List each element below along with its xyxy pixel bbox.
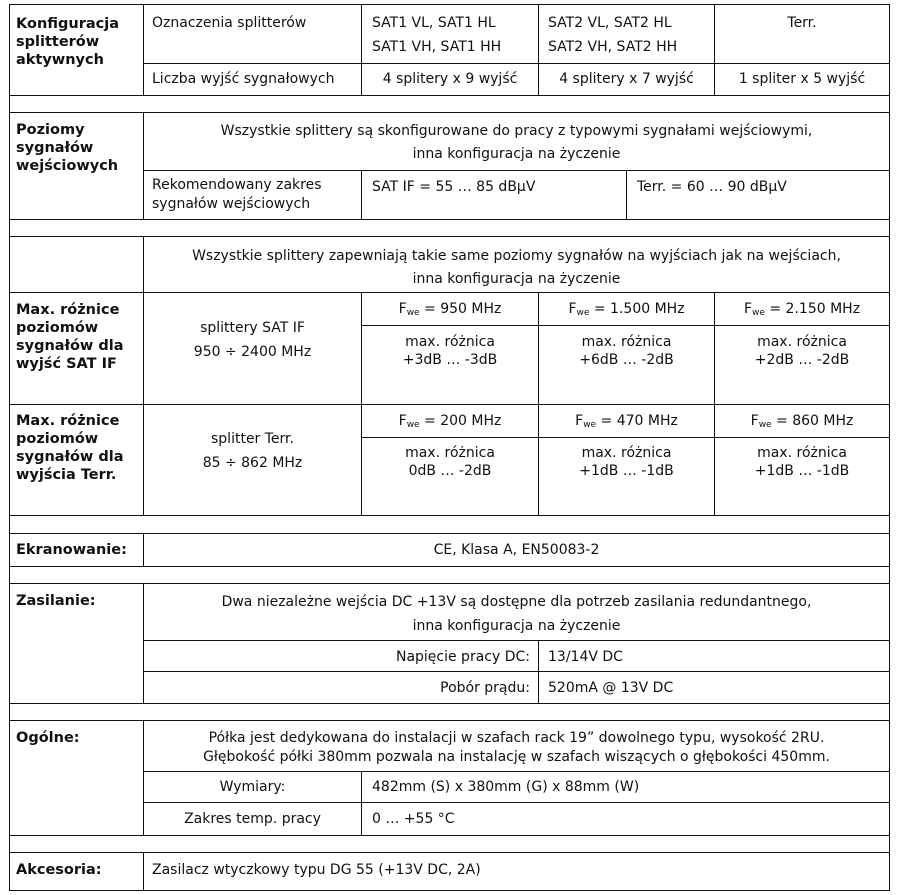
- sat-if-range: SAT IF = 55 … 85 dBµV: [372, 179, 536, 195]
- terr-diff-1-line1: max. różnica: [405, 445, 495, 461]
- sat-diff-3-line2: +2dB … -2dB: [754, 352, 850, 368]
- poziomy-text-line2: inna konfiguracja na życzenie: [412, 146, 621, 162]
- terr-range: Terr. = 60 … 90 dBµV: [637, 179, 787, 195]
- sat-freq-2: $F_{we} = 1.500$ MHz: [568, 301, 685, 318]
- pobor-label: Pobór prądu:: [440, 680, 530, 696]
- sat-if-desc-line2: 950 ÷ 2400 MHz: [193, 344, 312, 360]
- zakres-temp-value: 0 … +55 °C: [372, 811, 455, 827]
- rekomendowany-label-line1: Rekomendowany zakres: [152, 177, 322, 193]
- oznaczenia-label: Oznaczenia splitterów: [152, 15, 307, 31]
- sat-diff-1-line1: max. różnica: [405, 334, 495, 350]
- ekranowanie-value: CE, Klasa A, EN50083-2: [433, 542, 600, 558]
- terr-diff-1-line2: 0dB … -2dB: [408, 463, 492, 479]
- wymiary-label: Wymiary:: [219, 779, 286, 795]
- section-label-poziomy: Poziomy sygnałów wejściowych: [16, 122, 119, 174]
- akcesoria-value: Zasilacz wtyczkowy typu DG 55 (+13V DC, 2A): [152, 862, 481, 878]
- terr-diff-2-line2: +1dB … -1dB: [579, 463, 674, 479]
- poziomy-text-line1: Wszystkie splittery są skonfigurowane do pracy z typowymi sygnałami wejściowymi,: [220, 123, 813, 139]
- zakres-temp-label: Zakres temp. pracy: [184, 811, 321, 827]
- zasilanie-text-line1: Dwa niezależne wejścia DC +13V są dostępne dla potrzeb zasilania redundantnego,: [221, 594, 812, 610]
- sat-diff-2-line2: +6dB … -2dB: [579, 352, 674, 368]
- napiecie-label: Napięcie pracy DC:: [395, 649, 530, 665]
- sat2-designation-line1: SAT2 VL, SAT2 HL: [548, 15, 672, 31]
- section-label-ekranowanie: Ekranowanie:: [16, 542, 127, 558]
- napiecie-value: 13/14V DC: [548, 649, 623, 665]
- section-label-konfiguracja: Konfiguracja splitterów aktywnych: [16, 16, 120, 68]
- sat-diff-2-line1: max. różnica: [581, 334, 672, 350]
- sat-freq-3: $F_{we} = 2.150$ MHz: [743, 301, 861, 318]
- terr-freq-1: $F_{we} = 200$ MHz: [398, 413, 502, 430]
- section-label-roznice-terr: Max. różnice poziomów sygnałów dla wyjścia Terr.: [16, 413, 124, 483]
- sat-diff-3-line1: max. różnica: [757, 334, 847, 350]
- terr-diff-2-line1: max. różnica: [581, 445, 672, 461]
- section-label-ogolne: Ogólne:: [16, 730, 80, 746]
- roznice-intro-line2: inna konfiguracja na życzenie: [412, 271, 621, 287]
- liczba-terr: 1 spliter x 5 wyjść: [738, 71, 866, 87]
- rekomendowany-label-line2: sygnałów wejściowych: [152, 196, 311, 212]
- sat1-designation-line1: SAT1 VL, SAT1 HL: [372, 15, 496, 31]
- section-label-zasilanie: Zasilanie:: [16, 593, 96, 609]
- section-label-akcesoria: Akcesoria:: [16, 862, 102, 878]
- sat-diff-1-line2: +3dB … -3dB: [402, 352, 498, 368]
- terr-desc-line1: splitter Terr.: [211, 431, 294, 447]
- terr-freq-3: $F_{we} = 860$ MHz: [750, 413, 854, 430]
- wymiary-value: 482mm (S) x 380mm (G) x 88mm (W): [372, 779, 640, 795]
- pobor-value: 520mA @ 13V DC: [548, 680, 674, 696]
- section-label-roznice-sat: Max. różnice poziomów sygnałów dla wyjść SAT IF: [16, 302, 124, 372]
- terr-designation: Terr.: [787, 15, 817, 31]
- terr-diff-3-line1: max. różnica: [757, 445, 847, 461]
- sat1-designation-line2: SAT1 VH, SAT1 HH: [372, 39, 502, 55]
- liczba-sat1: 4 splitery x 9 wyjść: [382, 71, 518, 87]
- sat2-designation-line2: SAT2 VH, SAT2 HH: [548, 39, 678, 55]
- sat-freq-1: $F_{we} = 950$ MHz: [398, 301, 502, 318]
- sat-if-desc-line1: splittery SAT IF: [200, 320, 305, 336]
- liczba-sat2: 4 splitery x 7 wyjść: [559, 71, 694, 87]
- terr-desc-line2: 85 ÷ 862 MHz: [202, 455, 303, 471]
- roznice-intro-line1: Wszystkie splittery zapewniają takie same poziomy sygnałów na wyjściach jak na wejściach,: [192, 248, 841, 264]
- terr-freq-2: $F_{we} = 470$ MHz: [575, 413, 678, 430]
- terr-diff-3-line2: +1dB … -1dB: [754, 463, 850, 479]
- zasilanie-text-line2: inna konfiguracja na życzenie: [412, 618, 621, 634]
- ogolne-text-line2: Głębokość półki 380mm pozwala na instalację w szafach wiszących o głębokości 450mm.: [203, 749, 830, 765]
- liczba-wyjsc-label: Liczba wyjść sygnałowych: [152, 71, 335, 87]
- ogolne-text-line1: Półka jest dedykowana do instalacji w szafach rack 19” dowolnego typu, wysokość 2RU.: [208, 730, 825, 746]
